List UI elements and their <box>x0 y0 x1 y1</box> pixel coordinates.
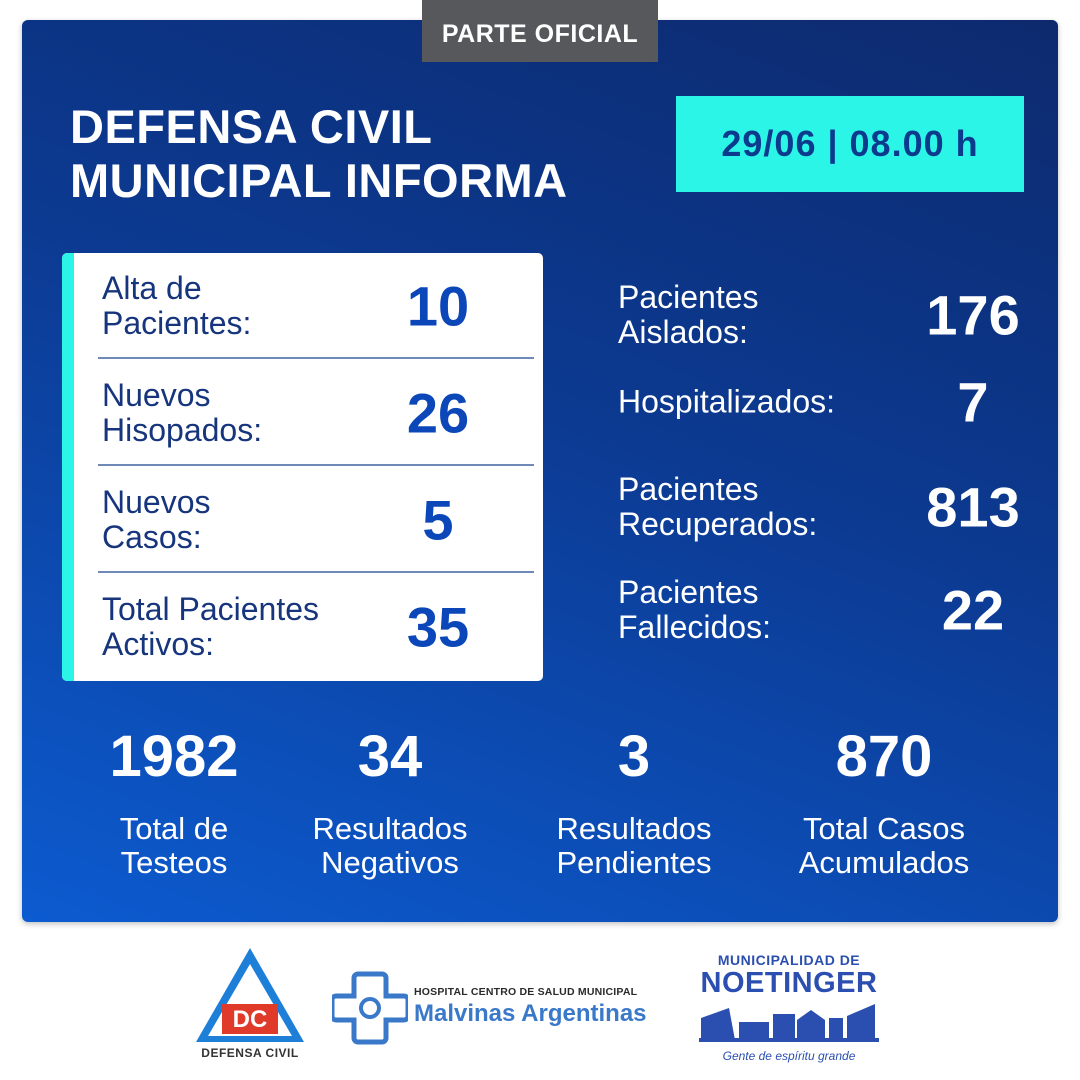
bottom-stat-value: 34 <box>357 724 423 789</box>
card-row-label: Nuevos Casos: <box>102 484 211 555</box>
card-accent-bar <box>62 253 74 681</box>
bottom-stat-testeos <box>74 724 274 880</box>
date-box: 29/06 | 08.00 h <box>676 96 1024 192</box>
daily-card <box>62 253 543 681</box>
card-row-label: Total Pacientes Activos: <box>102 591 320 662</box>
muni-slogan: Gente de espíritu grande <box>722 1049 856 1063</box>
stat-recuperados <box>618 462 1038 552</box>
bottom-stat-caption: Total Casos Acumulados <box>798 811 970 880</box>
muni-line-2: NOETINGER <box>700 967 878 999</box>
stat-fallecidos <box>618 565 1038 655</box>
municipality-logo <box>694 952 884 1072</box>
card-row-value: 10 <box>406 274 470 338</box>
stat-label: Pacientes Recuperados: <box>618 471 818 542</box>
card-row-activos <box>98 574 534 680</box>
stat-value: 22 <box>941 578 1005 642</box>
headline <box>70 100 568 208</box>
medical-cross-icon <box>332 970 408 1046</box>
hospital-logo <box>332 968 672 1048</box>
bottom-stat-value: 3 <box>617 724 651 789</box>
muni-line-1: MUNICIPALIDAD DE <box>717 952 861 968</box>
bottom-stat-value: 1982 <box>109 724 239 789</box>
dc-name: DEFENSA CIVIL <box>201 1046 299 1060</box>
stat-value: 813 <box>926 475 1020 539</box>
stat-label: Pacientes Aislados: <box>618 279 759 350</box>
stat-aislados <box>618 270 1038 360</box>
defensa-civil-logo <box>192 944 308 1060</box>
stat-hospitalizados <box>618 362 1038 442</box>
bottom-stat-caption: Resultados Negativos <box>312 811 468 880</box>
headline-line-2: MUNICIPAL INFORMA <box>70 154 568 207</box>
divider <box>98 464 534 466</box>
hospital-name-line-1: HOSPITAL CENTRO DE SALUD MUNICIPAL <box>414 986 638 998</box>
bottom-stat-caption: Resultados Pendientes <box>556 811 712 880</box>
footer-logos <box>0 930 1080 1080</box>
bottom-stat-value: 870 <box>835 724 933 789</box>
divider <box>98 357 534 359</box>
stat-value: 176 <box>926 283 1020 347</box>
headline-line-1: DEFENSA CIVIL <box>70 100 433 153</box>
dc-initials: DC <box>232 1006 268 1033</box>
card-row-value: 35 <box>406 595 470 659</box>
card-row-casos <box>98 467 534 573</box>
stat-value: 7 <box>957 370 989 434</box>
bottom-stat-acumulados <box>784 724 984 880</box>
card-row-hisopados <box>98 360 534 466</box>
card-row-value: 26 <box>406 381 470 445</box>
town-skyline-icon <box>699 998 879 1042</box>
stat-label: Hospitalizados: <box>618 383 835 420</box>
bottom-stat-negativos <box>290 724 490 880</box>
bottom-stat-caption: Total de Testeos <box>119 811 229 880</box>
card-row-value: 5 <box>422 488 454 552</box>
card-row-label: Nuevos Hisopados: <box>102 377 263 448</box>
divider <box>98 571 534 573</box>
official-badge: PARTE OFICIAL <box>422 0 658 62</box>
bottom-stat-pendientes <box>534 724 734 880</box>
card-row-altas <box>98 253 534 359</box>
card-row-label: Alta de Pacientes: <box>102 270 252 341</box>
stat-label: Pacientes Fallecidos: <box>618 574 771 645</box>
hospital-name-line-2: Malvinas Argentinas <box>414 1000 647 1027</box>
